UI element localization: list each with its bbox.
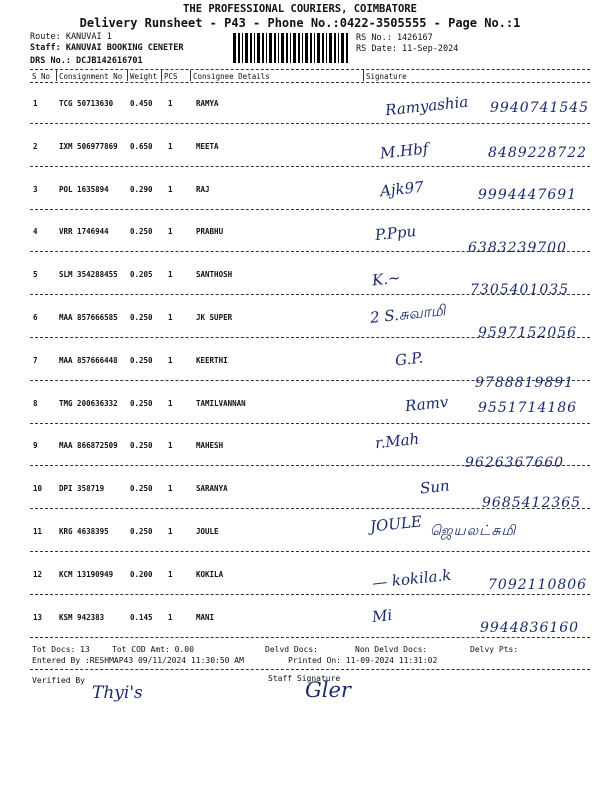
row-pcs: 1 — [168, 484, 173, 494]
row-phone-handwritten: 9940741545 — [490, 100, 590, 116]
row-weight: 0.250 — [130, 355, 153, 365]
row-phone-handwritten: 7305401035 — [470, 282, 570, 298]
row-weight: 0.250 — [130, 527, 153, 536]
row-sno: 10 — [33, 484, 43, 494]
row-weight: 0.250 — [130, 313, 153, 322]
company-title: THE PROFESSIONAL COURIERS, COIMBATORE — [183, 3, 417, 15]
row-consignment-no: KCM 13190949 — [59, 569, 114, 579]
footer-non-delvd: Non Delvd Docs: — [355, 645, 428, 654]
row-consignee-name: JK SUPER — [196, 313, 233, 322]
staff-signature-label: Staff Signature — [268, 674, 341, 683]
row-signature: M.Hbf — [379, 139, 430, 163]
footer-entered-by: Entered By :RESHMAP43 09/11/2024 11:30:50 AM — [32, 656, 244, 665]
row-pcs: 1 — [168, 355, 173, 365]
row-signature: P.Ppu — [374, 221, 418, 245]
row-consignment-no: SLM 354288455 — [59, 270, 118, 280]
row-divider — [30, 551, 590, 552]
row-sno: 8 — [33, 398, 38, 408]
row-divider — [30, 423, 590, 424]
row-signature: JOULE — [369, 512, 423, 536]
row-consignee-name: SARANYA — [196, 484, 228, 494]
row-weight: 0.450 — [130, 99, 153, 108]
row-signature: Mi — [371, 605, 394, 627]
row-phone-handwritten: 6383239700 — [468, 240, 568, 256]
row-phone-handwritten: 7092110806 — [488, 577, 588, 593]
row-consignment-no: TCG 50713630 — [59, 99, 114, 108]
row-consignee-name: RAJ — [196, 184, 210, 194]
row-phone-handwritten: ஜெயலட்சுமி — [430, 523, 517, 539]
row-consignment-no: POL 1635894 — [59, 184, 109, 194]
row-divider — [30, 594, 590, 595]
row-consignee-name: PRABHU — [196, 227, 224, 237]
footer-delvd: Delvd Docs: — [265, 645, 318, 654]
row-sno: 7 — [33, 355, 38, 365]
row-consignee-name: KEERTHI — [196, 355, 228, 365]
verified-signature: Thyi's — [92, 683, 143, 703]
row-consignment-no: MAA 857666585 — [59, 313, 118, 322]
row-signature: G.P. — [394, 348, 424, 370]
row-pcs: 1 — [168, 227, 173, 237]
row-divider — [30, 123, 590, 124]
footer-rule — [30, 669, 590, 670]
row-consignment-no: KSM 942383 — [59, 612, 105, 622]
col-header-sno: S No — [32, 72, 51, 81]
rs-number: RS No.: 1426167 — [356, 33, 433, 43]
col-header-details: Consignee Details — [193, 72, 270, 81]
row-signature: r.Mah — [374, 429, 421, 453]
row-phone-handwritten: 9788819891 — [475, 375, 575, 391]
row-weight: 0.200 — [130, 569, 153, 579]
row-consignment-no: VRR 1746944 — [59, 227, 109, 237]
row-consignee-name: MANI — [196, 612, 215, 622]
row-consignee-name: MEETA — [196, 141, 219, 151]
row-signature: 2 S.சுவாமி — [369, 301, 447, 327]
row-weight: 0.205 — [130, 270, 153, 280]
staff-signature: Gler — [305, 678, 351, 702]
row-pcs: 1 — [168, 99, 173, 108]
row-consignment-no: TMG 200636332 — [59, 398, 118, 408]
footer-printed-on: Printed On: 11-09-2024 11:31:02 — [288, 656, 438, 665]
row-divider — [30, 209, 590, 210]
row-consignee-name: TAMILVANNAN — [196, 398, 246, 408]
row-weight: 0.650 — [130, 141, 153, 151]
barcode-image — [232, 33, 350, 63]
row-consignee-name: KOKILA — [196, 569, 224, 579]
row-signature: Ramyashia — [384, 92, 470, 120]
row-divider — [30, 166, 590, 167]
row-consignee-name: SANTHOSH — [196, 270, 233, 280]
row-signature: Sun — [419, 476, 451, 498]
row-phone-handwritten: 9685412365 — [482, 495, 582, 511]
col-header-signature: Signature — [366, 72, 407, 81]
row-consignee-name: RAMYA — [196, 99, 219, 108]
row-weight: 0.145 — [130, 612, 153, 622]
row-signature: Ajk97 — [379, 177, 425, 201]
row-sno: 6 — [33, 313, 38, 322]
row-sno: 5 — [33, 270, 38, 280]
row-weight: 0.250 — [130, 227, 153, 237]
row-pcs: 1 — [168, 527, 173, 536]
row-sno: 2 — [33, 141, 38, 151]
staff-label: Staff: KANUVAI BOOKING CENETER — [30, 43, 184, 53]
row-pcs: 1 — [168, 398, 173, 408]
table-top-rule — [30, 69, 590, 70]
row-consignment-no: MAA 857666448 — [59, 355, 118, 365]
footer-delvy-pts: Delvy Pts: — [470, 645, 519, 654]
row-sno: 11 — [33, 527, 43, 536]
runsheet-title: Delivery Runsheet - P43 - Phone No.:0422-3505555 - Page No.:1 — [79, 16, 521, 30]
row-phone-handwritten: 9597152056 — [478, 325, 578, 341]
row-sno: 4 — [33, 227, 38, 237]
row-phone-handwritten: 8489228722 — [488, 145, 588, 161]
col-header-consignment: Consignment No — [59, 72, 123, 81]
row-sno: 12 — [33, 569, 43, 579]
row-sno: 13 — [33, 612, 43, 622]
row-weight: 0.250 — [130, 441, 153, 451]
row-signature: — kokila.k — [371, 565, 453, 593]
row-signature: K.~ — [371, 268, 402, 290]
row-consignment-no: KRG 4638395 — [59, 527, 109, 536]
row-pcs: 1 — [168, 441, 173, 451]
rs-date: RS Date: 11-Sep-2024 — [356, 44, 459, 54]
row-phone-handwritten: 9944836160 — [480, 620, 580, 636]
row-phone-handwritten: 9551714186 — [478, 400, 578, 416]
row-consignment-no: DPI 358719 — [59, 484, 105, 494]
row-sno: 1 — [33, 99, 38, 108]
row-consignee-name: MAHESH — [196, 441, 224, 451]
footer-tot-cod: Tot COD Amt: 0.00 — [112, 645, 194, 654]
row-weight: 0.250 — [130, 398, 153, 408]
drs-number: DRS No.: DCJB142616701 — [30, 56, 143, 66]
row-consignee-name: JOULE — [196, 527, 219, 536]
row-phone-handwritten: 9626367660 — [465, 455, 565, 471]
route-label: Route: KANUVAI 1 — [30, 32, 112, 42]
row-consignment-no: MAA 866872509 — [59, 441, 118, 451]
col-header-weight: Weight — [130, 72, 158, 81]
row-pcs: 1 — [168, 270, 173, 280]
row-sno: 3 — [33, 184, 38, 194]
col-header-pcs: PCS — [164, 72, 178, 81]
row-pcs: 1 — [168, 141, 173, 151]
row-pcs: 1 — [168, 313, 173, 322]
row-pcs: 1 — [168, 184, 173, 194]
row-weight: 0.290 — [130, 184, 153, 194]
row-phone-handwritten: 9994447691 — [478, 187, 578, 203]
verified-by-label: Verified By — [32, 676, 85, 685]
row-pcs: 1 — [168, 569, 173, 579]
row-weight: 0.250 — [130, 484, 153, 494]
row-signature: Ramv — [404, 392, 450, 416]
row-pcs: 1 — [168, 612, 173, 622]
footer-tot-docs: Tot Docs: 13 — [32, 645, 90, 654]
row-divider — [30, 637, 590, 638]
row-sno: 9 — [33, 441, 38, 451]
row-consignment-no: IXM 506977869 — [59, 141, 118, 151]
